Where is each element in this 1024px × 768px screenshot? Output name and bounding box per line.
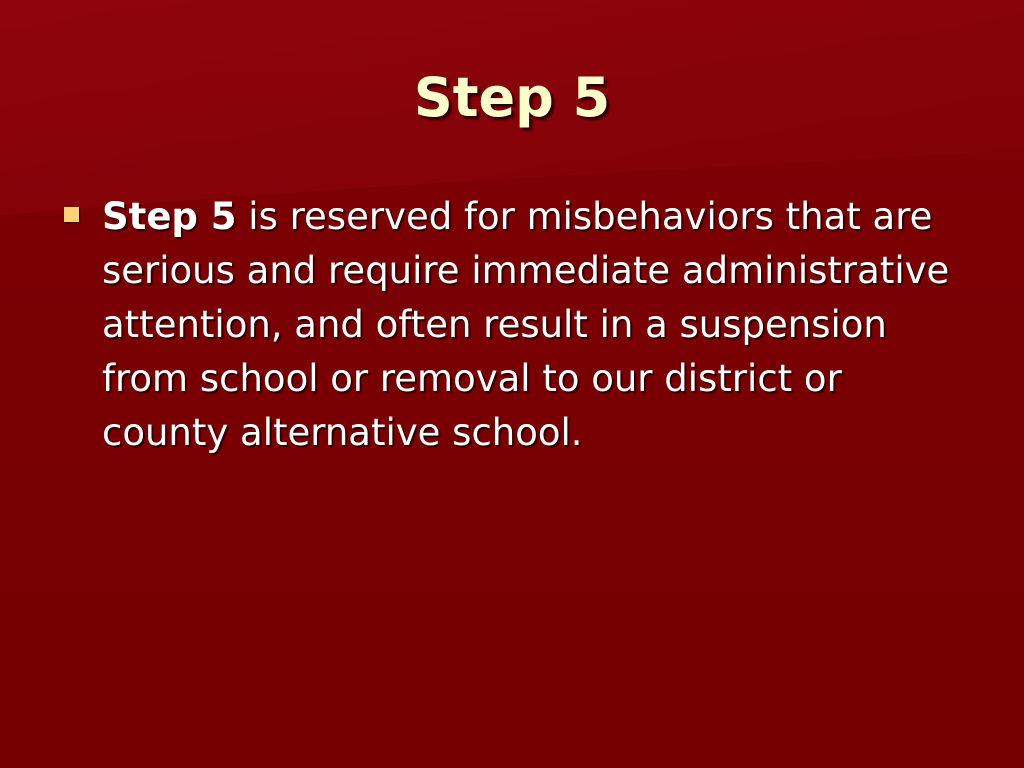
slide-title: Step 5 <box>413 66 611 129</box>
bullet-item <box>62 190 962 460</box>
square-bullet-icon <box>64 207 79 222</box>
bullet-text: is reserved for misbehaviors that are serious and require immediate administrative attention, and often result in a suspension from school or removal to our district or county alternative school. <box>102 195 950 454</box>
bullet-list <box>62 190 962 460</box>
bullet-emphasis: Step 5 <box>102 195 237 238</box>
